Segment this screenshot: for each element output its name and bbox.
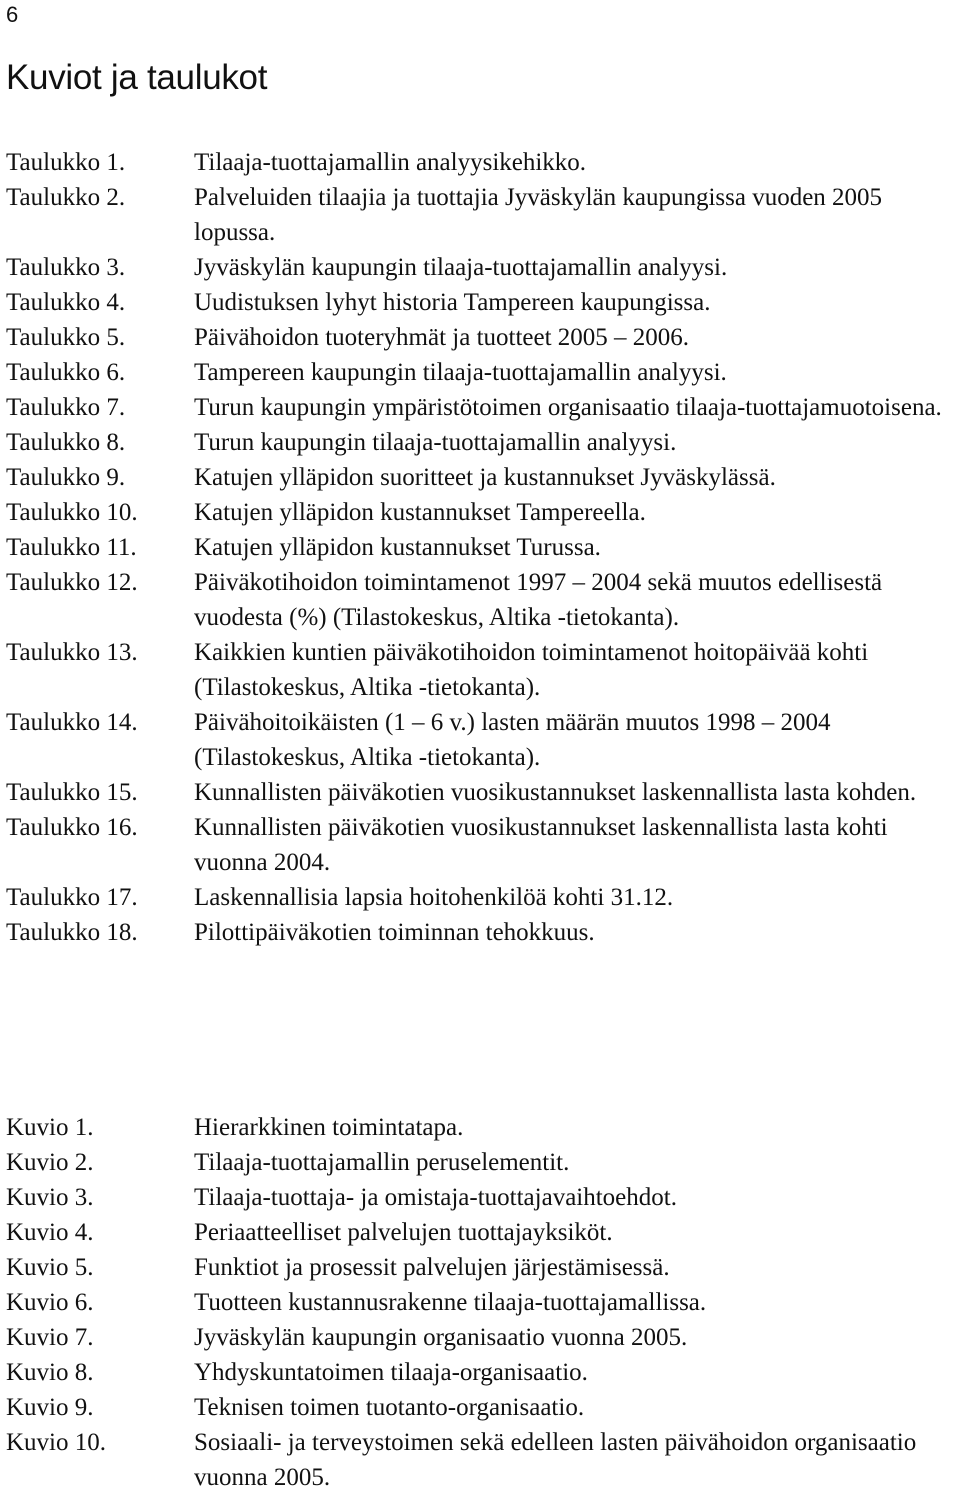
figure-caption: Tilaaja-tuottajamallin peruselementit. (194, 1149, 570, 1176)
table-label: Taulukko 8. (6, 429, 126, 456)
figure-label: Kuvio 10. (6, 1429, 106, 1456)
table-label: Taulukko 6. (6, 359, 126, 386)
table-entry (6, 880, 956, 915)
table-caption: Katujen ylläpidon kustannukset Tampereella. (194, 499, 646, 526)
figure-entry (6, 1110, 956, 1145)
figure-caption: Sosiaali- ja terveystoimen sekä edelleen lasten päivähoidon organisaatio vuonna 2005. (194, 1429, 917, 1491)
table-label: Taulukko 4. (6, 289, 126, 316)
figure-label: Kuvio 6. (6, 1289, 94, 1316)
figure-caption: Yhdyskuntatoimen tilaaja-organisaatio. (194, 1359, 588, 1386)
table-entry (6, 705, 956, 775)
table-caption: Kunnallisten päiväkotien vuosikustannukset laskennallista lasta kohden. (194, 779, 917, 806)
figure-entry (6, 1355, 956, 1390)
table-caption: Katujen ylläpidon kustannukset Turussa. (194, 534, 601, 561)
table-list (6, 145, 956, 950)
figure-label: Kuvio 8. (6, 1359, 94, 1386)
table-caption: Kunnallisten päiväkotien vuosikustannukset laskennallista lasta kohti vuonna 2004. (194, 814, 888, 876)
table-entry (6, 775, 956, 810)
figure-entry (6, 1250, 956, 1285)
table-entry (6, 915, 956, 950)
figure-entry (6, 1215, 956, 1250)
figure-entry (6, 1425, 956, 1495)
figure-list (6, 1110, 956, 1495)
table-entry (6, 145, 956, 180)
table-entry (6, 250, 956, 285)
table-label: Taulukko 18. (6, 919, 138, 946)
table-entry (6, 530, 956, 565)
table-entry (6, 180, 956, 250)
figure-label: Kuvio 3. (6, 1184, 94, 1211)
table-caption: Kaikkien kuntien päiväkotihoidon toimintamenot hoitopäivää kohti (Tilastokeskus, Altika -tietokanta). (194, 639, 869, 701)
table-label: Taulukko 1. (6, 149, 126, 176)
table-caption: Päiväkotihoidon toimintamenot 1997 – 2004 sekä muutos edellisestä vuodesta (%) (Tilastokeskus, Altika -tietokanta). (194, 569, 883, 631)
page-number: 6 (6, 2, 19, 27)
table-caption: Päivähoidon tuoteryhmät ja tuotteet 2005 – 2006. (194, 324, 690, 351)
figure-label: Kuvio 7. (6, 1324, 94, 1351)
table-caption: Turun kaupungin tilaaja-tuottajamallin analyysi. (194, 429, 677, 456)
table-label: Taulukko 14. (6, 709, 138, 736)
table-caption: Pilottipäiväkotien toiminnan tehokkuus. (194, 919, 595, 946)
table-caption: Uudistuksen lyhyt historia Tampereen kaupungissa. (194, 289, 711, 316)
table-entry (6, 320, 956, 355)
table-label: Taulukko 11. (6, 534, 137, 561)
table-caption: Katujen ylläpidon suoritteet ja kustannukset Jyväskylässä. (194, 464, 776, 491)
figure-entry (6, 1390, 956, 1425)
figure-caption: Tuotteen kustannusrakenne tilaaja-tuottajamallissa. (194, 1289, 707, 1316)
table-label: Taulukko 17. (6, 884, 138, 911)
table-entry (6, 460, 956, 495)
figure-caption: Tilaaja-tuottaja- ja omistaja-tuottajavaihtoehdot. (194, 1184, 677, 1211)
table-caption: Tilaaja-tuottajamallin analyysikehikko. (194, 149, 587, 176)
table-label: Taulukko 3. (6, 254, 126, 281)
table-label: Taulukko 10. (6, 499, 138, 526)
table-entry (6, 495, 956, 530)
figure-label: Kuvio 4. (6, 1219, 94, 1246)
figure-caption: Jyväskylän kaupungin organisaatio vuonna 2005. (194, 1324, 688, 1351)
table-entry (6, 425, 956, 460)
table-entry (6, 390, 956, 425)
table-caption: Turun kaupungin ympäristötoimen organisaatio tilaaja-tuottajamuotoisena. (194, 394, 942, 421)
figure-caption: Funktiot ja prosessit palvelujen järjestämisessä. (194, 1254, 670, 1281)
table-entry (6, 285, 956, 320)
figure-label: Kuvio 5. (6, 1254, 94, 1281)
table-label: Taulukko 5. (6, 324, 126, 351)
table-entry (6, 355, 956, 390)
figure-entry (6, 1145, 956, 1180)
figure-label: Kuvio 1. (6, 1114, 94, 1141)
table-label: Taulukko 9. (6, 464, 126, 491)
figure-label: Kuvio 9. (6, 1394, 94, 1421)
figure-entry (6, 1320, 956, 1355)
table-label: Taulukko 16. (6, 814, 138, 841)
table-caption: Laskennallisia lapsia hoitohenkilöä kohti 31.12. (194, 884, 674, 911)
figure-caption: Periaatteelliset palvelujen tuottajayksiköt. (194, 1219, 613, 1246)
table-entry (6, 635, 956, 705)
table-label: Taulukko 7. (6, 394, 126, 421)
figure-caption: Hierarkkinen toimintatapa. (194, 1114, 464, 1141)
table-label: Taulukko 12. (6, 569, 138, 596)
table-caption: Päivähoitoikäisten (1 – 6 v.) lasten määrän muutos 1998 – 2004 (Tilastokeskus, Altika -tietokanta). (194, 709, 831, 771)
table-label: Taulukko 2. (6, 184, 126, 211)
table-entry (6, 565, 956, 635)
figure-entry (6, 1285, 956, 1320)
figure-entry (6, 1180, 956, 1215)
table-label: Taulukko 15. (6, 779, 138, 806)
table-label: Taulukko 13. (6, 639, 138, 666)
table-caption: Palveluiden tilaajia ja tuottajia Jyväskylän kaupungissa vuoden 2005 lopussa. (194, 184, 883, 246)
table-entry (6, 810, 956, 880)
figure-caption: Teknisen toimen tuotanto-organisaatio. (194, 1394, 585, 1421)
table-caption: Jyväskylän kaupungin tilaaja-tuottajamallin analyysi. (194, 254, 728, 281)
figure-label: Kuvio 2. (6, 1149, 94, 1176)
table-caption: Tampereen kaupungin tilaaja-tuottajamallin analyysi. (194, 359, 727, 386)
page-heading: Kuviot ja taulukot (6, 58, 268, 97)
